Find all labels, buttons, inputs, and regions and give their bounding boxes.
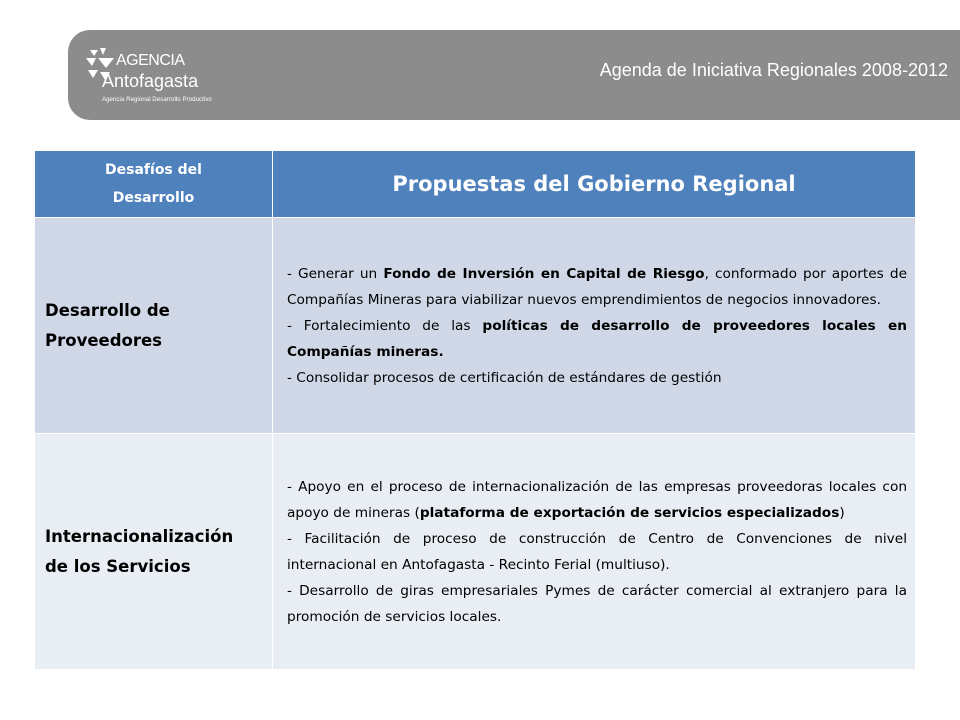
proposal-text: - Desarrollo de giras empresariales Pymes de carácter comercial al extranjero para la promoción de servicios locales. <box>287 582 907 625</box>
proposal-item <box>287 578 907 630</box>
challenge-line2: Proveedores <box>45 330 162 350</box>
col-challenges-header <box>35 151 273 218</box>
proposals-cell <box>273 434 916 670</box>
proposal-item <box>287 365 907 391</box>
challenge-line1: Desarrollo de <box>45 300 170 320</box>
col-challenges-header-line2: Desarrollo <box>112 190 195 206</box>
logo-subtitle: Agencia Regional Desarrollo Productivo <box>102 97 212 103</box>
col-proposals-header: Propuestas del Gobierno Regional <box>273 151 916 218</box>
challenge-cell <box>35 434 273 670</box>
header-bar <box>68 30 960 120</box>
table-header-row <box>35 151 916 218</box>
proposal-text: - Facilitación de proceso de construcción de Centro de Convenciones de nivel internacional en Antofagasta - Recinto Ferial (multiuso). <box>287 530 907 573</box>
proposal-emphasis: políticas de desarrollo de proveedores locales en Compañías mineras. <box>287 317 907 360</box>
proposal-emphasis: Fondo de Inversión en Capital de Riesgo <box>383 265 705 282</box>
proposals-cell <box>273 218 916 434</box>
proposal-text: , conformado por aportes de Compañías Mineras para viabilizar nuevos emprendimientos de negocios innovadores. <box>287 265 907 308</box>
challenge-line2: de los Servicios <box>45 556 191 576</box>
proposal-text: - Generar un <box>287 265 384 282</box>
challenge-line1: Internacionalización <box>45 526 234 546</box>
proposal-text: - Apoyo en el proceso de internacionalización de las empresas proveedoras locales con apoyo de mineras ( <box>287 478 907 521</box>
proposal-text: ) <box>839 504 845 521</box>
challenge-cell <box>35 218 273 434</box>
proposal-item <box>287 313 907 365</box>
proposal-text: - Fortalecimiento de las <box>287 317 483 334</box>
proposal-emphasis: plataforma de exportación de servicios especializados <box>419 504 840 521</box>
agency-logo <box>84 44 274 114</box>
proposal-item <box>287 261 907 313</box>
table-row <box>35 434 916 670</box>
table-row <box>35 218 916 434</box>
page-title: Agenda de Iniciativa Regionales 2008-2012 <box>599 60 948 80</box>
proposals-table <box>34 150 916 670</box>
proposal-text: - Consolidar procesos de certificación de estándares de gestión <box>287 369 722 386</box>
proposal-item <box>287 526 907 578</box>
proposal-item <box>287 474 907 526</box>
logo-name: AGENCIA <box>116 52 185 69</box>
col-challenges-header-line1: Desafíos del <box>105 162 202 178</box>
logo-city: Antofagasta <box>102 71 199 91</box>
